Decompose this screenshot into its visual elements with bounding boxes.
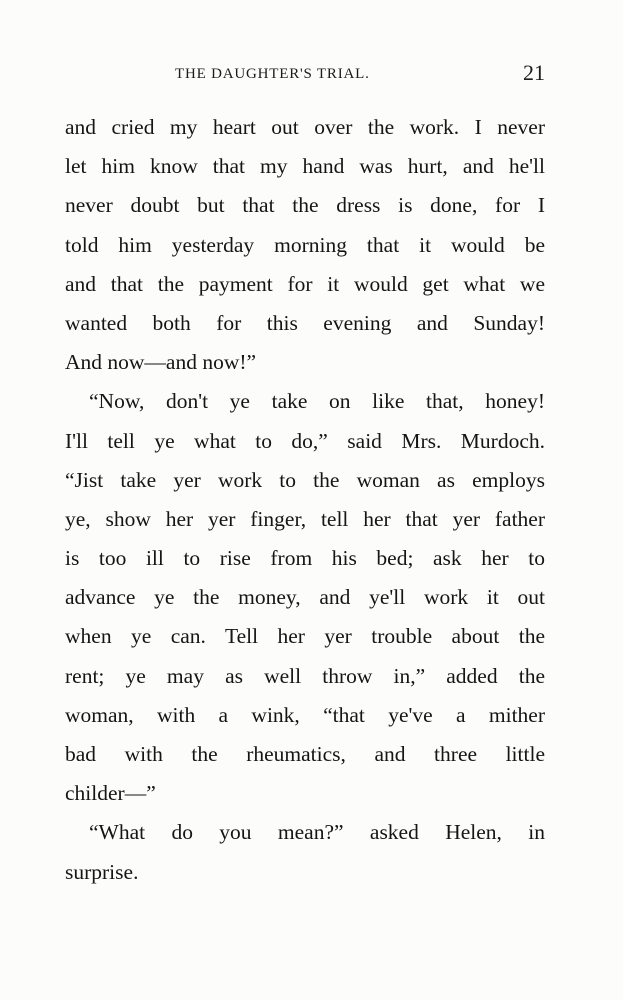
text-line: rent; ye may as well throw in,” added the bbox=[65, 663, 545, 688]
text-line: “Jist take yer work to the woman as employs bbox=[65, 467, 545, 492]
text-line: never doubt but that the dress is done, for I bbox=[65, 193, 545, 218]
page-number: 21 bbox=[523, 60, 545, 85]
text-line: wanted both for this evening and Sunday! bbox=[65, 310, 545, 335]
text-line: “Now, don't ye take on like that, honey! bbox=[89, 389, 545, 414]
text-line: told him yesterday morning that it would be bbox=[65, 232, 545, 257]
text-line: and cried my heart out over the work. I never bbox=[65, 115, 545, 139]
text-line: woman, with a wink, “that ye've a mither bbox=[65, 702, 545, 727]
text-line: bad with the rheumatics, and three little bbox=[65, 742, 545, 766]
text-line: I'll tell ye what to do,” said Mrs. Murdoch. bbox=[65, 428, 545, 453]
text-line: let him know that my hand was hurt, and he'll bbox=[65, 154, 545, 179]
text-line: And now—and now!” bbox=[65, 350, 257, 375]
text-line: and that the payment for it would get what we bbox=[65, 271, 545, 296]
text-line: surprise. bbox=[65, 859, 139, 884]
text-line: childer—” bbox=[65, 781, 156, 806]
running-title: THE DAUGHTER'S TRIAL. bbox=[175, 66, 370, 82]
body-text bbox=[65, 108, 545, 892]
text-line: advance ye the money, and ye'll work it out bbox=[65, 585, 545, 610]
text-line: when ye can. Tell her yer trouble about the bbox=[65, 624, 545, 649]
text-line: “What do you mean?” asked Helen, in bbox=[89, 820, 545, 845]
text-line: is too ill to rise from his bed; ask her to bbox=[65, 546, 545, 571]
text-line: ye, show her yer finger, tell her that yer father bbox=[65, 506, 545, 531]
page-header bbox=[65, 60, 545, 90]
